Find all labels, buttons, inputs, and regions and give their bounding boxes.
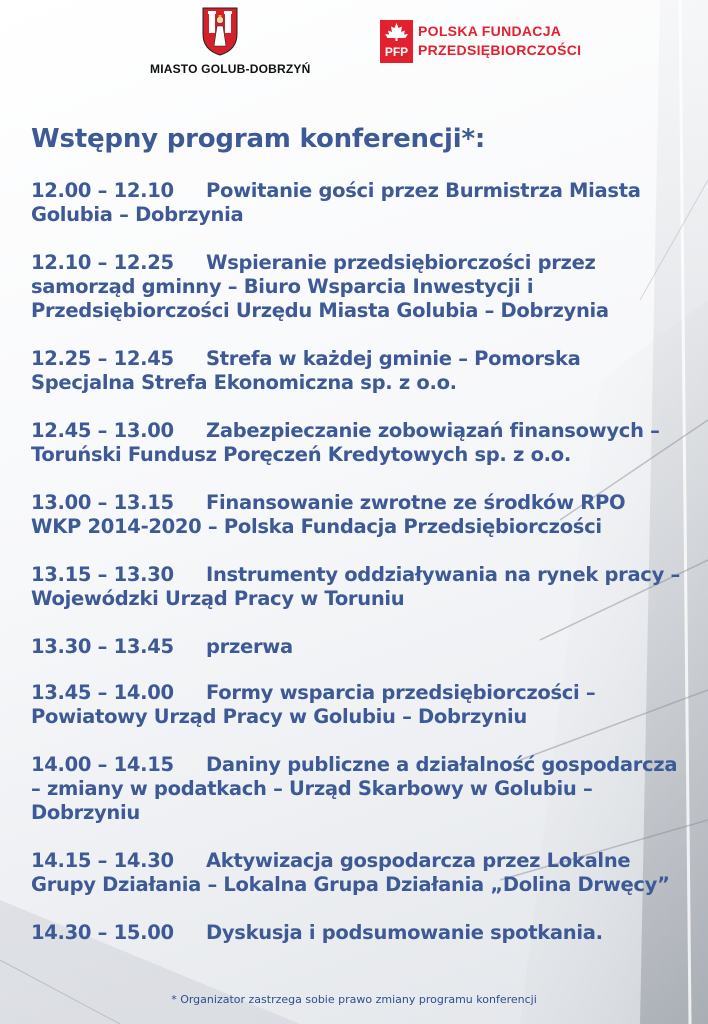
agenda-text: Powitanie gości przez Burmistrza Miasta Golubia – Dobrzynia	[31, 179, 641, 226]
agenda-time: 12.45 – 13.00	[31, 419, 174, 442]
agenda-text: Daniny publiczne a działalność gospodarcza – zmiany w podatkach – Urząd Skarbowy w Golubiu – Dobrzyniu	[31, 753, 678, 824]
agenda-text: Formy wsparcia przedsiębiorczości – Powiatowy Urząd Pracy w Golubiu – Dobrzyniu	[31, 681, 596, 728]
pfp-logo	[380, 20, 580, 70]
agenda-item	[31, 849, 681, 897]
agenda-time: 14.00 – 14.15	[31, 753, 174, 776]
agenda-time: 12.10 – 12.25	[31, 251, 174, 274]
agenda-item	[31, 753, 681, 825]
agenda-item	[31, 179, 681, 227]
agenda-text: Instrumenty oddziaływania na rynek pracy – Wojewódzki Urząd Pracy w Toruniu	[31, 563, 680, 610]
agenda-time: 12.25 – 12.45	[31, 347, 174, 370]
city-logo	[150, 6, 311, 86]
agenda-text: Wspieranie przedsiębiorczości przez samorząd gminny – Biuro Wsparcia Inwestycji i Przedsiębiorczości Urzędu Miasta Golubia – Dobrzynia	[31, 251, 609, 322]
agenda-item	[31, 347, 681, 395]
pfp-name-line1: POLSKA FUNDACJA	[418, 23, 562, 39]
agenda-time: 13.00 – 13.15	[31, 491, 174, 514]
agenda-text: Strefa w każdej gminie – Pomorska Specjalna Strefa Ekonomiczna sp. z o.o.	[31, 347, 581, 394]
agenda-text: przerwa	[206, 635, 293, 658]
agenda-time: 13.45 – 14.00	[31, 681, 174, 704]
agenda-time: 14.15 – 14.30	[31, 849, 174, 872]
city-name-label: MIASTO GOLUB-DOBRZYŃ	[150, 62, 311, 76]
agenda-item	[31, 419, 681, 467]
agenda-text: Zabezpieczanie zobowiązań finansowych – Toruński Fundusz Poręczeń Kredytowych sp. z o.o.	[31, 419, 660, 466]
agenda-item	[31, 563, 681, 611]
pfp-name-line2: PRZEDSIĘBIORCZOŚCI	[418, 42, 582, 58]
maple-leaf-icon	[380, 20, 413, 63]
agenda-time: 12.00 – 12.10	[31, 179, 174, 202]
agenda-item	[31, 635, 681, 659]
agenda-time: 13.15 – 13.30	[31, 563, 174, 586]
agenda-time: 14.30 – 15.00	[31, 921, 174, 944]
agenda-text: Finansowanie zwrotne ze środków RPO WKP 2014-2020 – Polska Fundacja Przedsiębiorczości	[31, 491, 626, 538]
footnote: * Organizator zastrzega sobie prawo zmiany programu konferencji	[171, 993, 537, 1006]
agenda-text: Dyskusja i podsumowanie spotkania.	[206, 921, 603, 944]
pfp-abbrev: PFP	[384, 45, 409, 59]
page-title: Wstępny program konferencji*:	[31, 124, 486, 154]
agenda-text: Aktywizacja gospodarcza przez Lokalne Grupy Działania – Lokalna Grupa Działania „Dolina Drwęcy”	[31, 849, 670, 896]
pfp-name	[418, 22, 581, 60]
agenda-time: 13.30 – 13.45	[31, 635, 174, 658]
agenda-item	[31, 491, 681, 539]
agenda-item	[31, 251, 681, 323]
agenda-list	[31, 179, 681, 969]
coat-of-arms-icon	[200, 6, 240, 56]
agenda-item	[31, 921, 681, 945]
agenda-item	[31, 681, 681, 729]
